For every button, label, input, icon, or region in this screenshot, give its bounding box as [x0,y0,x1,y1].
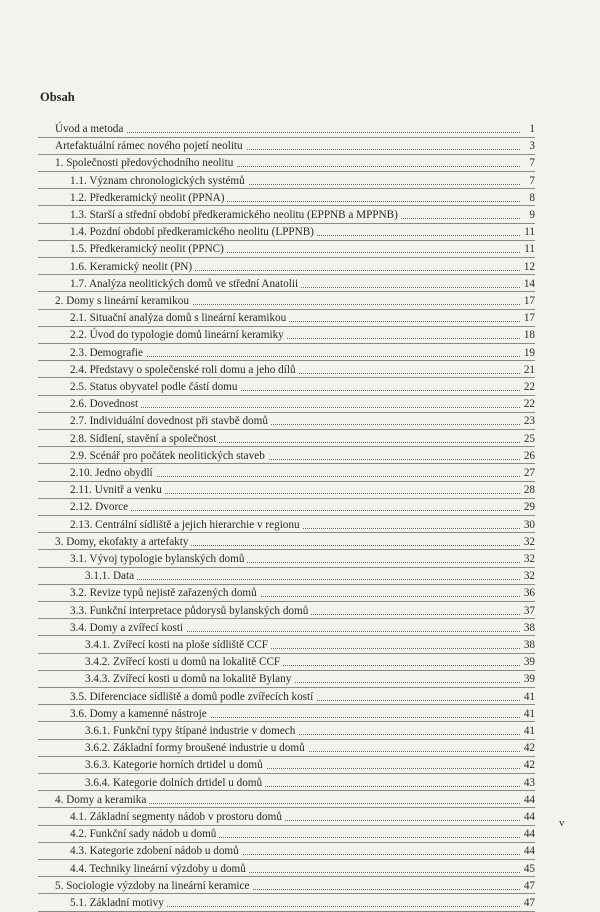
toc-entry-page: 21 [521,362,535,378]
toc-entry-title: 5.1. Základní motivy [70,895,167,911]
toc-entry-page: 17 [521,310,535,326]
toc-entry-page: 43 [521,775,535,791]
toc-entry [0,224,600,240]
toc-entry [0,895,600,911]
toc-entry-page: 27 [521,465,535,481]
toc-entry [0,448,600,464]
toc-entry-title: 3.1. Vývoj typologie bylanských domů [70,551,247,567]
toc-entry-title: 2.11. Uvnitř a venku [70,482,165,498]
toc-entry-title: Úvod a metoda [55,121,126,137]
toc-entry-page: 45 [521,861,535,877]
toc-entry-page: 3 [521,138,535,154]
toc-entry-page: 37 [521,603,535,619]
toc-entry-title: 1.6. Keramický neolit (PN) [70,259,195,275]
toc-entry-title: 3.2. Revize typů nejistě zařazených domů [70,585,260,601]
toc-entry [0,878,600,894]
toc-entry-page: 42 [521,740,535,756]
toc-entry-page: 7 [521,173,535,189]
toc-entry-title: 4. Domy a keramika [55,792,149,808]
toc-entry [0,121,600,137]
toc-entry [0,465,600,481]
toc-entry-page: 11 [521,224,535,240]
toc-entry [0,362,600,378]
toc-entry-page: 44 [521,826,535,842]
toc-entry-page: 25 [521,431,535,447]
toc-entry [0,861,600,877]
toc-entry [0,276,600,292]
toc-entry-title: 3.4.3. Zvířecí kosti u domů na lokalitě Bylany [85,671,294,687]
toc-entry-title: 3.3. Funkční interpretace půdorysů bylanských domů [70,603,311,619]
toc-entry [0,551,600,567]
toc-entry [0,138,600,154]
toc-entry-title: 2.4. Představy o společenské roli domu a jeho dílů [70,362,299,378]
toc-entry-page: 1 [521,121,535,137]
toc-entry-title: 2.9. Scénář pro počátek neolitických staveb [70,448,268,464]
toc-entry [0,792,600,808]
toc-entry [0,413,600,429]
toc-entry [0,207,600,223]
toc-entry-page: 39 [521,671,535,687]
toc-entry-page: 29 [521,499,535,515]
toc-entry-page: 36 [521,585,535,601]
toc-entry-title: 2.6. Dovednost [70,396,141,412]
toc-entry-title: 2.7. Individuální dovednost při stavbě domů [70,413,271,429]
toc-entry-page: 44 [521,843,535,859]
toc-entry-title: 4.4. Techniky lineární výzdoby u domů [70,861,249,877]
toc-entry-title: 3.1.1. Data [85,568,137,584]
toc-entry [0,568,600,584]
toc-entry-page: 11 [521,241,535,257]
toc-entry [0,706,600,722]
toc-entry [0,327,600,343]
toc-heading: Obsah [40,90,75,104]
toc-entry-title: 4.3. Kategorie zdobení nádob u domů [70,843,242,859]
toc-entry [0,345,600,361]
toc-entry-title: 3.6.3. Kategorie horních drtidel u domů [85,757,266,773]
toc-entry-title: 2.13. Centrální sídliště a jejich hierarchie v regionu [70,517,303,533]
toc-entry-page: 44 [521,809,535,825]
toc-entry-title: 3.6.2. Základní formy broušené industrie u domů [85,740,308,756]
toc-entry-title: 2.5. Status obyvatel podle částí domu [70,379,240,395]
toc-entry-title: 5. Sociologie výzdoby na lineární keramice [55,878,252,894]
toc-entry [0,379,600,395]
toc-entry [0,620,600,636]
toc-entry-title: 1.2. Předkeramický neolit (PPNA) [70,190,227,206]
toc-entry [0,482,600,498]
toc-entry-page: 23 [521,413,535,429]
toc-entry-title: 2.12. Dvorce [70,499,131,515]
toc-entry [0,757,600,773]
toc-entry [0,654,600,670]
toc-entry-page: 14 [521,276,535,292]
toc-entry-title: 3. Domy, ekofakty a artefakty [55,534,191,550]
toc-entry-page: 22 [521,396,535,412]
toc-entry [0,775,600,791]
toc-entry [0,293,600,309]
toc-entry-page: 18 [521,327,535,343]
toc-entry-title: Artefaktuální rámec nového pojetí neolitu [55,138,246,154]
toc-entry [0,843,600,859]
toc-entry [0,689,600,705]
toc-entry-page: 39 [521,654,535,670]
toc-entry [0,431,600,447]
toc-entry-title: 3.6. Domy a kamenné nástroje [70,706,210,722]
toc-entry [0,603,600,619]
toc-entry-title: 3.6.4. Kategorie dolních drtidel u domů [85,775,265,791]
toc-entry-title: 2.1. Situační analýza domů s lineární keramikou [70,310,289,326]
toc-entry [0,241,600,257]
toc-entry-page: 41 [521,723,535,739]
toc-entry-title: 4.1. Základní segmenty nádob v prostoru domů [70,809,285,825]
row-divider [38,911,535,912]
toc-entry-page: 42 [521,757,535,773]
toc-entry-page: 38 [521,637,535,653]
toc-dot-leader [70,510,532,511]
toc-entry-page: 8 [521,190,535,206]
toc-entry [0,259,600,275]
toc-entry-page: 47 [521,895,535,911]
toc-entry-page: 26 [521,448,535,464]
toc-entry-title: 3.4.1. Zvířecí kosti na ploše sídliště CCF [85,637,271,653]
toc-entry-title: 1.1. Význam chronologických systémů [70,173,248,189]
toc-entry-page: 19 [521,345,535,361]
toc-entry-title: 1.3. Starší a střední období předkeramického neolitu (EPPNB a MPPNB) [70,207,401,223]
toc-entry-page: 47 [521,878,535,894]
toc-entry-title: 1.5. Předkeramický neolit (PPNC) [70,241,227,257]
toc-entry-page: 44 [521,792,535,808]
toc-entry-page: 32 [521,534,535,550]
toc-entry-title: 3.6.1. Funkční typy štípané industrie v domech [85,723,298,739]
toc-entry [0,826,600,842]
toc-entry [0,534,600,550]
toc-entry [0,396,600,412]
toc-entry-title: 2.10. Jedno obydlí [70,465,156,481]
toc-entry [0,310,600,326]
toc-entry-title: 4.2. Funkční sady nádob u domů [70,826,219,842]
toc-entry-title: 3.5. Diferenciace sídliště a domů podle zvířecích kostí [70,689,316,705]
toc-entry-page: 9 [521,207,535,223]
toc-entry-page: 32 [521,551,535,567]
toc-entry-title: 2.3. Demografie [70,345,146,361]
toc-entry-title: 1.4. Pozdní období předkeramického neolitu (LPPNB) [70,224,317,240]
toc-entry-page: 7 [521,155,535,171]
toc-entry-page: 22 [521,379,535,395]
toc-entry [0,723,600,739]
toc-entry [0,155,600,171]
toc-entry [0,517,600,533]
toc-entry [0,637,600,653]
toc-dot-leader [55,132,532,133]
toc-entry-page: 41 [521,706,535,722]
toc-entry-page: 30 [521,517,535,533]
toc-entry-title: 1.7. Analýza neolitických domů ve střední Anatolii [70,276,301,292]
toc-entry-page: 28 [521,482,535,498]
toc-entry-page: 32 [521,568,535,584]
toc-entry-title: 1. Společnosti předovýchodního neolitu [55,155,236,171]
toc-entry [0,671,600,687]
toc-entry [0,809,600,825]
toc-entry [0,173,600,189]
toc-entry-page: 17 [521,293,535,309]
toc-dot-leader [85,579,532,580]
toc-entry [0,740,600,756]
toc-entry-page: 38 [521,620,535,636]
toc-entry [0,190,600,206]
toc-entry-title: 2.8. Sídlení, stavění a společnost [70,431,219,447]
toc-entry [0,499,600,515]
toc-entry-page: 41 [521,689,535,705]
toc-entry-title: 2. Domy s lineární keramikou [55,293,192,309]
toc-entry-page: 12 [521,259,535,275]
toc-entry [0,585,600,601]
page-number: v [559,817,565,829]
toc-entry-title: 2.2. Úvod do typologie domů lineární keramiky [70,327,287,343]
toc-entry-title: 3.4. Domy a zvířecí kosti [70,620,186,636]
toc-entry-title: 3.4.2. Zvířecí kosti u domů na lokalitě CCF [85,654,283,670]
